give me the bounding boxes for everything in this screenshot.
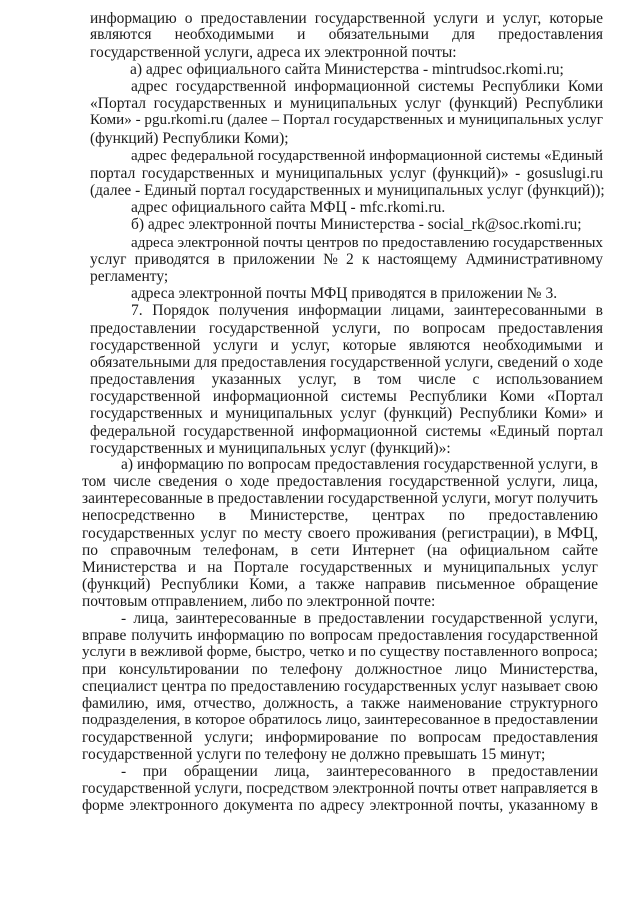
text-line: государственной услуги, посредством электронной почты ответ направляется в — [82, 780, 598, 797]
text-line: - лица, заинтересованные в предоставлении государственной услуги, — [121, 610, 598, 627]
text-line: (далее - Единый портал государственных и муниципальных услуг (функций)); — [90, 182, 605, 199]
text-line: услуги в вежливой форме, быстро, четко и по существу поставленного вопроса; — [82, 644, 598, 660]
text-line: б) адрес электронной почты Министерства - social_rk@soc.rkomi.ru; — [131, 216, 582, 233]
text-line: государственной информационной системы Республики Коми «Портал — [90, 388, 603, 405]
text-line: государственной услуги по телефону не должно превышать 15 минут; — [82, 746, 546, 763]
text-line: информацию о предоставлении государственной услуги и услуг, которые — [90, 10, 603, 27]
text-line: фамилию, имя, отчество, должность, а также наименование структурного — [82, 695, 598, 712]
text-line: адрес федеральной государственной информационной системы «Единый — [131, 148, 603, 164]
text-line: адрес официального сайта МФЦ - mfc.rkomi.ru. — [131, 199, 446, 216]
text-line: государственных и муниципальных услуг (функций) Республики Коми» и — [90, 405, 603, 422]
text-line: предоставления указанных услуг, в том числе с использованием — [90, 371, 603, 388]
text-line: форме электронного документа по адресу электронной почты, указанному в — [82, 797, 598, 814]
text-line: специалист центра по предоставлению государственных услуг называет свою — [82, 678, 598, 695]
text-line: - при обращении лица, заинтересованного в предоставлении — [121, 763, 598, 780]
text-line: Министерства и на Портале государственных и муниципальных услуг — [82, 559, 598, 576]
text-line: регламенту; — [90, 268, 169, 285]
text-line: при консультировании по телефону должностное лицо Министерства, — [82, 661, 598, 678]
text-line: портал государственных и муниципальных услуг (функций)» - gosuslugi.ru — [90, 165, 603, 182]
text-line: (функций) Республики Коми); — [90, 130, 289, 147]
text-line: почтовым отправлением, либо по электронной почте: — [82, 593, 436, 610]
text-line: обязательными для предоставления государственной услуги, сведений о ходе — [90, 354, 603, 371]
text-line: а) информацию по вопросам предоставления государственной услуги, в — [121, 456, 598, 473]
text-line: государственных и муниципальных услуг (функций)»: — [90, 440, 451, 457]
text-line: услуг приводятся в приложении № 2 к настоящему Административному — [90, 251, 603, 268]
text-line: по справочным телефонам, в сети Интернет (на официальном сайте — [82, 542, 598, 559]
text-line: федеральной государственной информационной системы «Единый портал — [90, 423, 603, 440]
text-line: подразделения, в которое обратилось лицо, заинтересованное в предоставлении — [82, 712, 598, 728]
text-line: предоставлении государственной услуги, по вопросам предоставления — [90, 320, 603, 337]
text-line: Коми» - pgu.rkomi.ru (далее – Портал государственных и муниципальных услуг — [90, 112, 603, 128]
text-line: адреса электронной почты МФЦ приводятся в приложении № 3. — [131, 285, 558, 302]
text-line: адреса электронной почты центров по предоставлению государственных — [131, 234, 603, 251]
text-line: 7. Порядок получения информации лицами, заинтересованными в — [131, 302, 603, 319]
text-line: адрес государственной информационной системы Республики Коми — [131, 78, 603, 95]
text-line: (функций) Республики Коми, а также направив письменное обращение — [82, 576, 598, 593]
text-line: «Портал государственных и муниципальных услуг (функций) Республики — [90, 95, 603, 112]
text-line: государственной услуги; информирование по вопросам предоставления — [82, 729, 598, 746]
text-line: государственной услуги, адреса их электронной почты: — [90, 44, 457, 61]
text-line: непосредственно в Министерстве, центрах по предоставлению — [82, 507, 598, 524]
text-line: вправе получить информацию по вопросам предоставления государственной — [82, 627, 598, 644]
text-line: заинтересованные в предоставлении государственной услуги, могут получить — [82, 490, 598, 507]
text-line: государственных услуг по месту своего проживания (регистрации), в МФЦ, — [82, 525, 598, 542]
text-line: государственной услуги и услуг, которые являются необходимыми и — [90, 337, 603, 354]
text-line: том числе сведения о ходе предоставления государственной услуги, лица, — [82, 473, 598, 490]
text-line: а) адрес официального сайта Министерства - mintrudsoc.rkomi.ru; — [130, 61, 564, 78]
text-line: являются необходимыми и обязательными для предоставления — [90, 26, 603, 43]
